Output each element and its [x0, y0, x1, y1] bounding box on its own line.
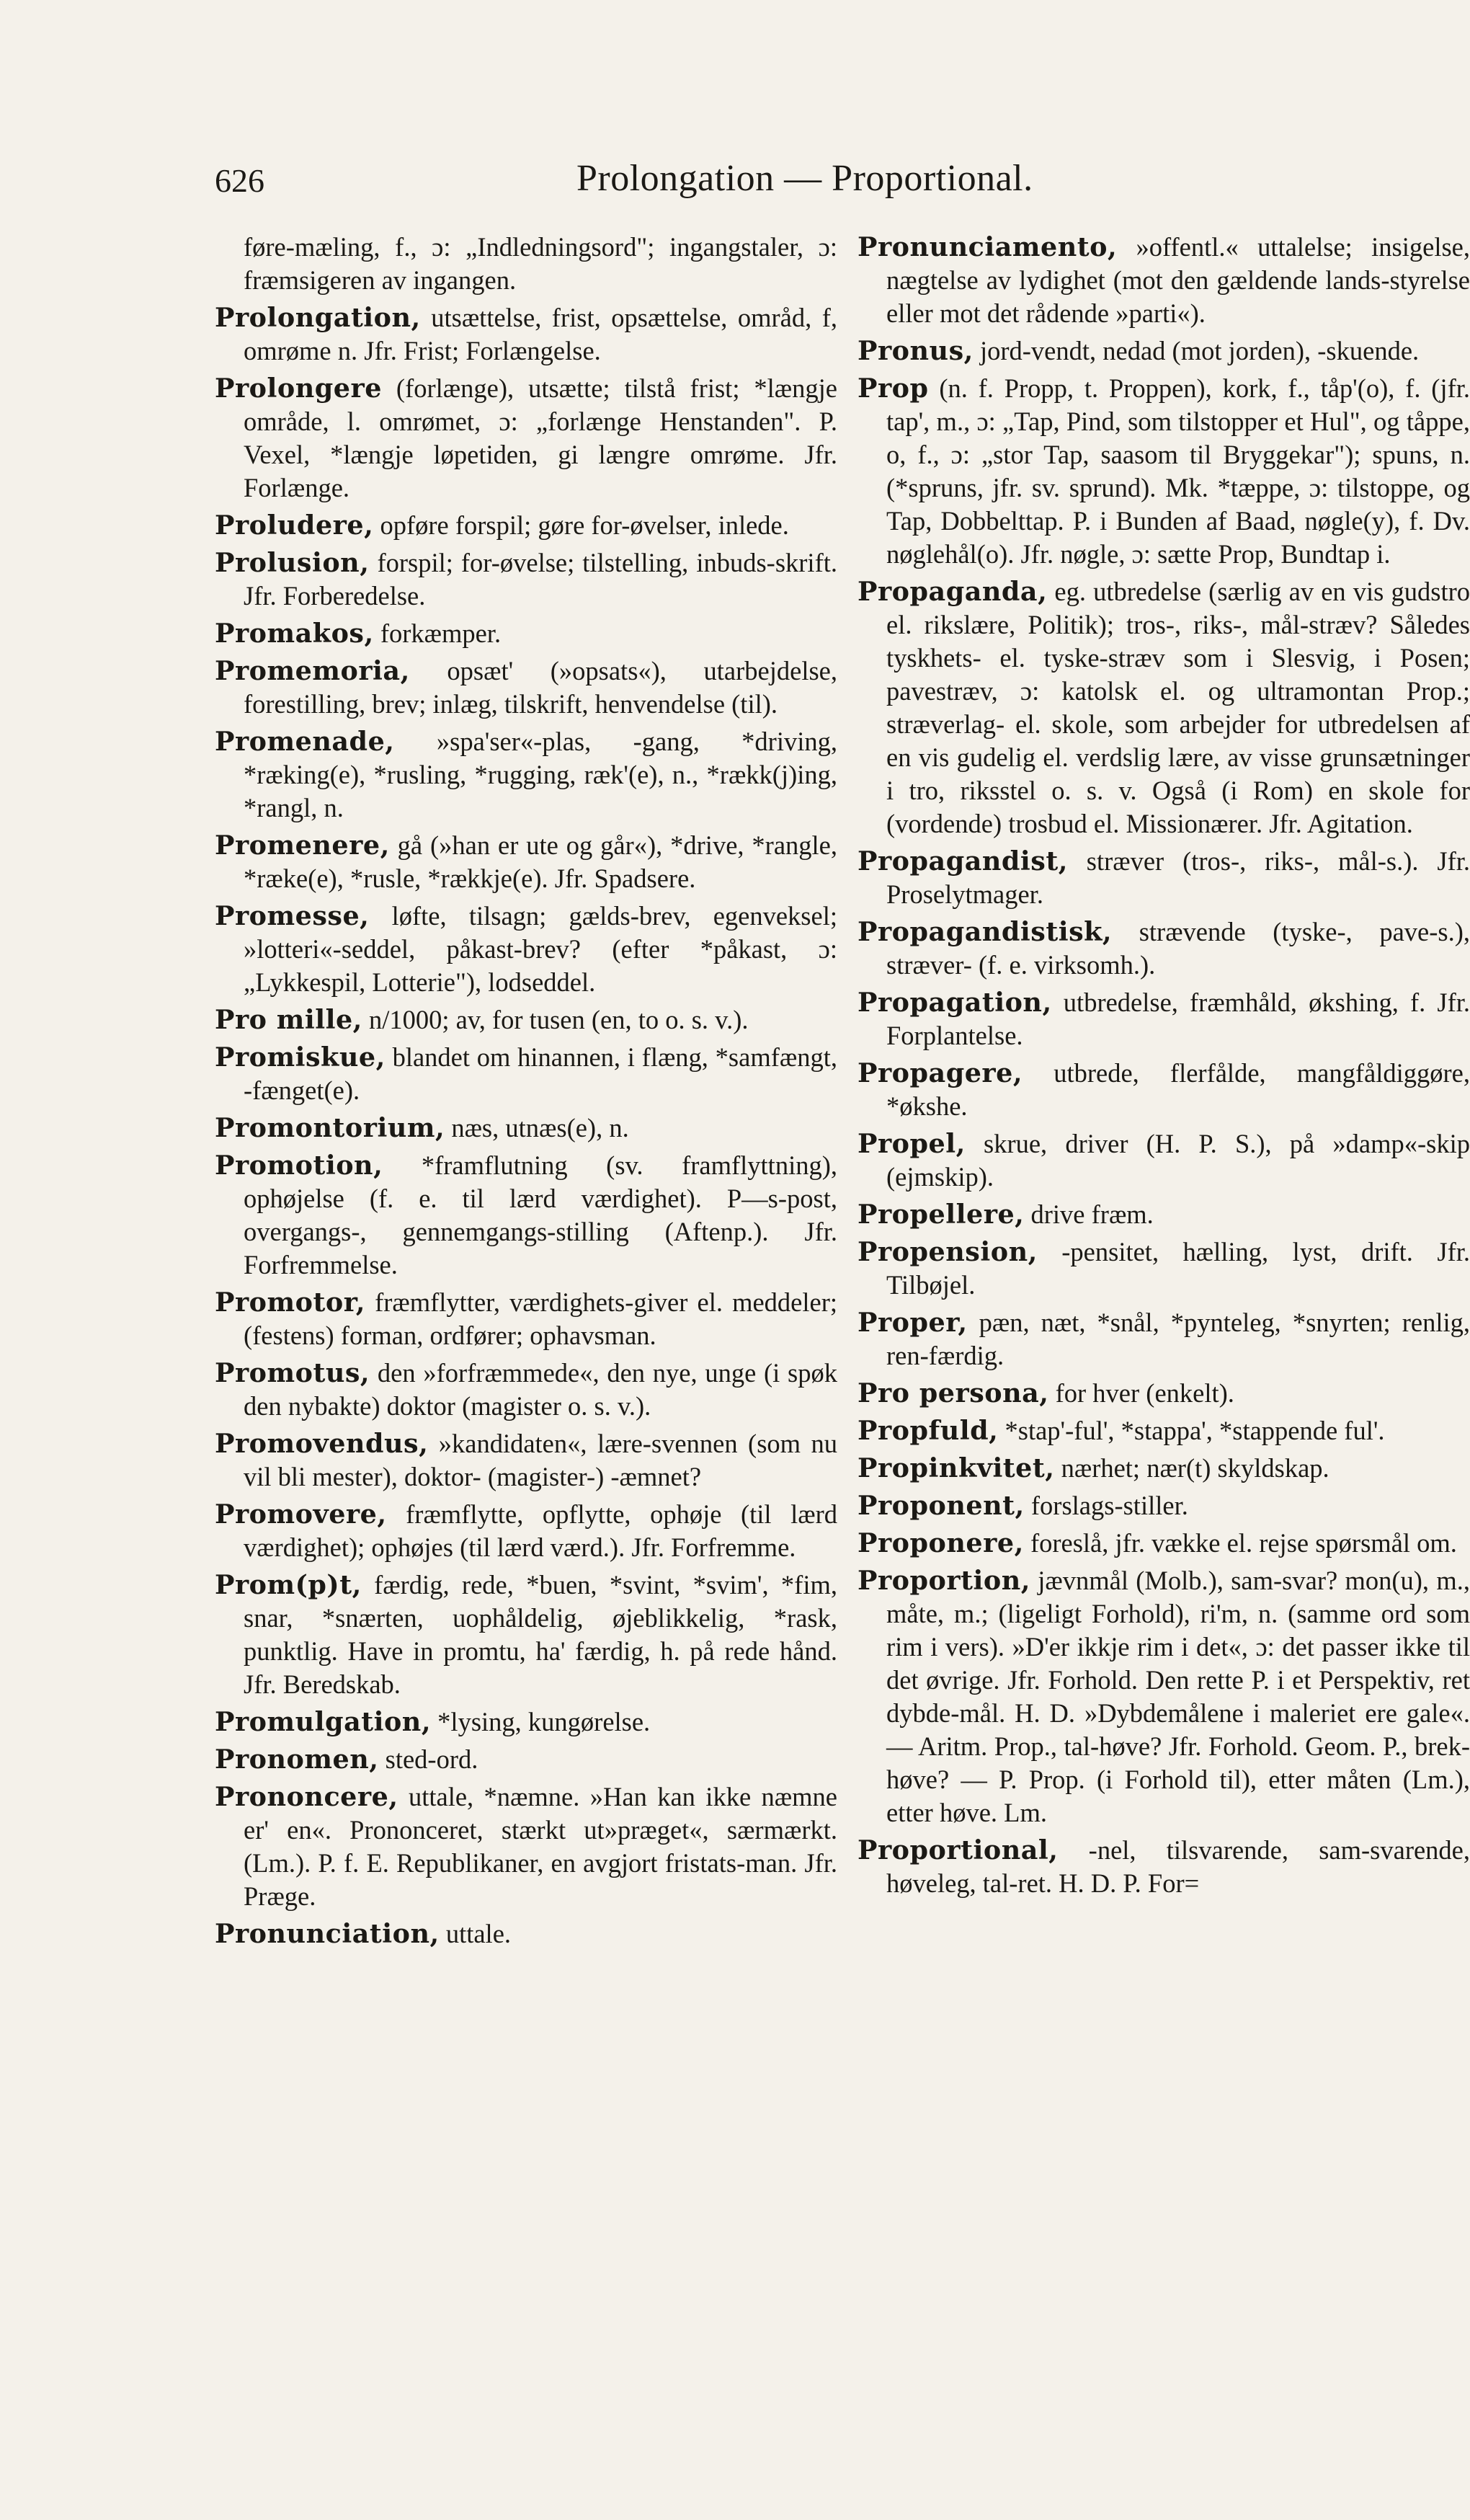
dictionary-entry: [858, 1452, 1470, 1485]
entry-headword: Propagation,: [858, 987, 1052, 1018]
dictionary-entry: [215, 1569, 837, 1701]
dictionary-entry: [215, 1498, 837, 1564]
entry-definition: -pensitet, hælling, lyst, drift. Jfr. Tilbøjel.: [886, 1237, 1470, 1300]
entry-definition: utbredelse, fræmhåld, økshing, f. Jfr. Forplantelse.: [886, 988, 1470, 1050]
entry-headword: Proponent,: [858, 1490, 1025, 1521]
entry-definition: n/1000; av, for tusen (en, to o. s. v.).: [362, 1005, 749, 1034]
dictionary-entry: [215, 1286, 837, 1352]
entry-headword: Pro persona,: [858, 1377, 1049, 1408]
entry-definition: færdig, rede, *buen, *svint, *svim', *fim, snar, *snærten, uophåldelig, øjeblikkelig, *rask, punktlig. Have in promtu, ha' færdig, h. på rede hånd. Jfr. Beredskab.: [244, 1570, 837, 1699]
entry-headword: Pronomen,: [215, 1744, 379, 1775]
entry-definition: foreslå, jfr. vække el. rejse spørsmål om.: [1023, 1528, 1457, 1558]
dictionary-entry: [858, 986, 1470, 1052]
entry-headword: Promemoria,: [215, 655, 410, 686]
dictionary-entry: [215, 1357, 837, 1423]
entry-definition: fræmflytte, opflytte, ophøje (til lærd værdighet); ophøjes (til lærd værd.). Jfr. Forfremme.: [244, 1499, 837, 1562]
dictionary-entry: [858, 1235, 1470, 1302]
dictionary-entry: [858, 1057, 1470, 1123]
entry-definition: gå (»han er ute og går«), *drive, *rangle, *ræke(e), *rusle, *rækkje(e). Jfr. Spadsere.: [244, 830, 837, 893]
dictionary-entry: [215, 617, 837, 650]
entry-headword: Promiskue,: [215, 1042, 386, 1073]
dictionary-entry: [215, 1041, 837, 1107]
entry-headword: Pronunciamento,: [858, 231, 1118, 262]
entry-definition: opføre forspil; gøre for-øvelser, inlede.: [373, 510, 789, 540]
entry-definition: *lysing, kungørelse.: [431, 1707, 651, 1736]
entry-definition: (n. f. Propp, t. Proppen), kork, f., tåp'(o), f. (jfr. tap', m., ɔ: „Tap, Pind, som tilstopper et Hul", og tåppe, o, f., ɔ: „stor Tap, saasom til Bryggekar"); spuns, n. (*spruns, jfr. sv. sprund). Mk. *tæppe, ɔ: tilstoppe, og Tap, Dobbelttap. P. i Bunden af Baad, nøgle(y), f. Dv. nøglehål(o). Jfr. nøgle, ɔ: sætte Prop, Bundtap i.: [886, 373, 1470, 569]
dictionary-entry: [215, 1427, 837, 1494]
entry-definition: opsæt' (»opsats«), utarbejdelse, forestilling, brev; inlæg, tilskrift, henvendelse (til).: [244, 656, 837, 719]
entry-definition: »spa'ser«-plas, -gang, *driving, *ræking(e), *rusling, *rugging, ræk'(e), n., *rækk(j)ing, *rangl, n.: [244, 727, 837, 822]
dictionary-entry: [858, 1127, 1470, 1194]
entry-headword: Prolongere: [215, 373, 382, 404]
dictionary-entry: [215, 1917, 837, 1951]
dictionary-entry: [215, 301, 837, 368]
entry-headword: Propagandistisk,: [858, 916, 1113, 947]
entry-headword: Pro mille,: [215, 1004, 362, 1035]
entry-definition: nærhet; nær(t) skyldskap.: [1054, 1453, 1329, 1483]
entry-definition: (forlænge), utsætte; tilstå frist; *længje område, l. omrømet, ɔ: „forlænge Henstanden". P. Vexel, *længje løpetiden, gi længre omrøme. Jfr. Forlænge.: [244, 373, 837, 502]
entry-definition: uttale, *næmne. »Han kan ikke næmne er' en«. Prononceret, stærkt ut»præget«, særmærkt. (Lm.). P. f. E. Republikaner, en avgjort fristats-man. Jfr. Præge.: [244, 1782, 837, 1911]
dictionary-entry: [215, 829, 837, 895]
dictionary-entry: [858, 334, 1470, 368]
entry-definition: blandet om hinannen, i flæng, *samfængt, -fænget(e).: [244, 1042, 837, 1105]
entry-headword: Propfuld,: [858, 1415, 999, 1446]
dictionary-entry: [215, 1780, 837, 1913]
entry-definition: strævende (tyske-, pave-s.), stræver- (f. e. virksomh.).: [886, 917, 1470, 980]
dictionary-entry: [215, 1003, 837, 1037]
dictionary-entry: [858, 1834, 1470, 1900]
entry-definition: forslags-stiller.: [1024, 1491, 1188, 1520]
entry-headword: Promotor,: [215, 1287, 365, 1318]
entry-definition: *framflutning (sv. framflyttning), ophøjelse (f. e. til lærd værdighet). P—s-post, overgangs-, gennemgangs-stilling (Aftenp.). Jfr. Forfremmelse.: [244, 1150, 837, 1279]
entry-headword: Propel,: [858, 1128, 966, 1159]
entry-headword: Propellere,: [858, 1199, 1025, 1230]
entry-headword: Promesse,: [215, 900, 370, 931]
entry-headword: Promakos,: [215, 618, 374, 649]
dictionary-entry: [858, 372, 1470, 571]
entry-headword: Pronunciation,: [215, 1918, 440, 1949]
entry-headword: Propension,: [858, 1236, 1038, 1267]
dictionary-entry: [215, 231, 837, 297]
dictionary-entry: [858, 575, 1470, 840]
entry-headword: Pronus,: [858, 335, 974, 366]
entry-definition: forspil; for-øvelse; tilstelling, inbuds-skrift. Jfr. Forberedelse.: [244, 548, 837, 611]
dictionary-entry: [215, 509, 837, 542]
dictionary-entry: [215, 372, 837, 505]
entry-definition: jævnmål (Molb.), sam-svar? mon(u), m., måte, m.; (ligeligt Forhold), ri'm, n. (samme ord som rim i vers). »D'er ikkje rim i det«, ɔ: det passer ikke til det øvrige. Jfr. Forhold. Den rette P. i et Perspektiv, ret dybde-mål. H. D. »Dybdemålene i maleriet ere gale«. — Aritm. Prop., tal-høve? Jfr. Forhold. Geom. P., brek-høve? — P. Prop. (i Forhold til), etter måten (Lm.), etter høve. Lm.: [886, 1566, 1470, 1827]
dictionary-entry: [858, 1198, 1470, 1231]
entry-definition: næs, utnæs(e), n.: [445, 1113, 629, 1143]
dictionary-entry: [858, 1489, 1470, 1522]
entry-definition: pæn, næt, *snål, *pynteleg, *snyrten; renlig, ren-færdig.: [886, 1308, 1470, 1370]
entry-definition: føre-mæling, f., ɔ: „Indledningsord"; ingangstaler, ɔ: fræmsigeren av ingangen.: [244, 232, 837, 295]
entry-definition: jord-vendt, nedad (mot jorden), -skuende.: [973, 336, 1420, 365]
entry-headword: Propagandist,: [858, 846, 1068, 877]
dictionary-entry: [215, 1743, 837, 1776]
dictionary-entry: [215, 546, 837, 613]
entry-headword: Promulgation,: [215, 1706, 432, 1737]
dictionary-entry: [858, 1414, 1470, 1447]
entry-definition: sted-ord.: [378, 1744, 478, 1774]
entry-headword: Propinkvitet,: [858, 1452, 1055, 1483]
entry-definition: utbrede, flerfålde, mangfåldiggøre, *økshe.: [886, 1058, 1470, 1121]
entry-definition: drive fræm.: [1024, 1199, 1154, 1229]
entry-definition: uttale.: [439, 1919, 512, 1948]
entry-headword: Promenade,: [215, 726, 395, 757]
entry-headword: Proper,: [858, 1307, 968, 1338]
running-head: Prolongation — Proportional.: [576, 158, 1033, 199]
dictionary-entry: [858, 915, 1470, 982]
entry-definition: utsættelse, frist, opsættelse, områd, f, omrøme n. Jfr. Frist; Forlængelse.: [244, 303, 837, 365]
entry-definition: løfte, tilsagn; gælds-brev, egenveksel; »lotteri«-seddel, påkast-brev? (efter *påkast, ɔ: „Lykkespil, Lotterie"), lodseddel.: [244, 901, 837, 997]
entry-headword: Prolongation,: [215, 302, 421, 333]
entry-headword: Promovere,: [215, 1499, 387, 1530]
dictionary-entry: [215, 1112, 837, 1145]
entry-definition: for hver (enkelt).: [1048, 1378, 1234, 1408]
entry-headword: Propaganda,: [858, 576, 1048, 607]
entry-headword: Prom(p)t,: [215, 1569, 362, 1600]
entry-definition: skrue, driver (H. P. S.), på »damp«-skip (ejmskip).: [886, 1129, 1470, 1192]
right-column: [858, 231, 1470, 1904]
entry-headword: Prolusion,: [215, 547, 370, 578]
entry-headword: Prop: [858, 373, 929, 404]
entry-definition: fræmflytter, værdighets-giver el. meddeler; (festens) forman, ordfører; ophavsman.: [244, 1287, 837, 1350]
entry-definition: »kandidaten«, lære-svennen (som nu vil bli mester), doktor- (magister-) -æmnet?: [244, 1429, 837, 1491]
entry-definition: den »forfræmmede«, den nye, unge (i spøk den nybakte) doktor (magister o. s. v.).: [244, 1358, 837, 1421]
entry-headword: Promotus,: [215, 1357, 370, 1388]
dictionary-entry: [858, 231, 1470, 330]
dictionary-entry: [215, 725, 837, 825]
entry-headword: Promenere,: [215, 830, 390, 861]
dictionary-entry: [215, 1149, 837, 1282]
entry-definition: *stap'-ful', *stappa', *stappende ful'.: [998, 1416, 1385, 1445]
dictionary-entry: [215, 655, 837, 721]
entry-definition: -nel, tilsvarende, sam-svarende, høveleg, tal-ret. H. D. P. For=: [886, 1835, 1470, 1898]
entry-headword: Proportional,: [858, 1834, 1059, 1865]
entry-headword: Promotion,: [215, 1150, 383, 1181]
dictionary-entry: [858, 1564, 1470, 1829]
page-number: 626: [215, 162, 264, 199]
entry-definition: eg. utbredelse (særlig av en vis gudstro el. rikslære, Politik); tros-, riks-, mål-stræv? Således tyskhets- el. tyske-stræv som i Slesvig, i Posen; pavestræv, ɔ: katolsk el. og ultramontan Prop.; stræverlag- el. skole, som arbejder for utbredelsen af en vis gudelig el. verdslig lære, av visse grunsætninger i tro, riksstel o. s. v. Også (i Rom) en skole for (vordende) trosbud el. Missionærer. Jfr. Agitation.: [886, 577, 1470, 838]
left-column: [215, 231, 837, 1955]
dictionary-entry: [215, 900, 837, 999]
dictionary-entry: [858, 1306, 1470, 1372]
entry-definition: »offentl.« uttalelse; insigelse, nægtelse av lydighet (mot den gældende lands-styrelse eller mot det rådende »parti«).: [886, 232, 1470, 328]
entry-definition: stræver (tros-, riks-, mål-s.). Jfr. Proselytmager.: [886, 846, 1470, 909]
dictionary-entry: [858, 1527, 1470, 1560]
entry-headword: Prononcere,: [215, 1781, 398, 1812]
entry-headword: Proponere,: [858, 1527, 1024, 1558]
entry-headword: Propagere,: [858, 1057, 1023, 1088]
dictionary-entry: [858, 1377, 1470, 1410]
entry-definition: forkæmper.: [373, 618, 502, 648]
entry-headword: Promontorium,: [215, 1112, 445, 1143]
entry-headword: Proportion,: [858, 1565, 1030, 1596]
entry-headword: Promovendus,: [215, 1428, 429, 1459]
dictionary-entry: [858, 845, 1470, 911]
entry-headword: Proludere,: [215, 510, 374, 541]
dictionary-entry: [215, 1705, 837, 1739]
